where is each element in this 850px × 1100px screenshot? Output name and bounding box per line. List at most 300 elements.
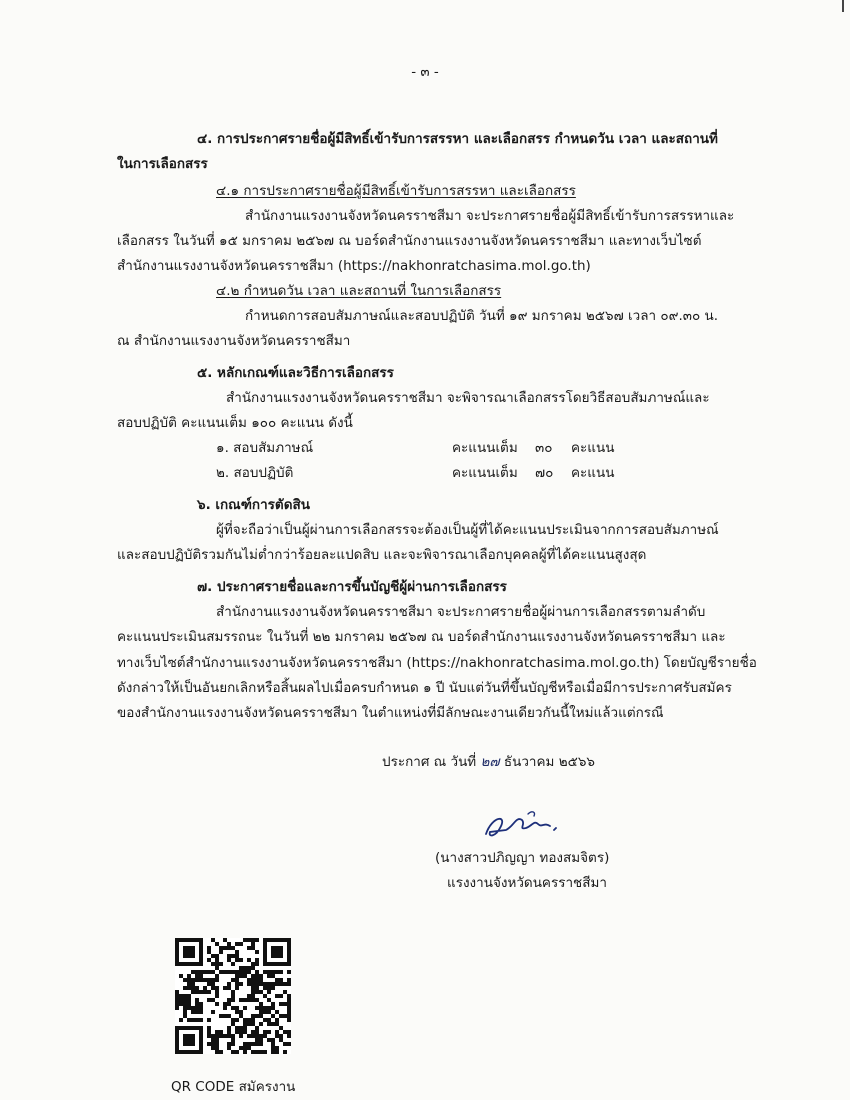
qr-module xyxy=(219,946,223,950)
qr-module xyxy=(231,1042,235,1046)
qr-module xyxy=(211,986,215,990)
qr-module xyxy=(243,970,247,974)
qr-module xyxy=(187,982,191,986)
qr-module xyxy=(263,1030,267,1034)
qr-module xyxy=(187,1034,191,1038)
qr-module xyxy=(251,966,255,970)
qr-module xyxy=(187,1042,191,1046)
qr-module xyxy=(271,954,275,958)
qr-module xyxy=(199,1042,203,1046)
qr-module xyxy=(259,1034,263,1038)
qr-module xyxy=(187,1018,191,1022)
qr-module xyxy=(195,938,199,942)
qr-module xyxy=(215,958,219,962)
qr-module xyxy=(223,1034,227,1038)
qr-module xyxy=(195,974,199,978)
qr-module xyxy=(267,962,271,966)
qr-module xyxy=(211,954,215,958)
qr-module xyxy=(227,970,231,974)
qr-module xyxy=(287,978,291,982)
qr-module xyxy=(275,1050,279,1054)
qr-module xyxy=(255,990,259,994)
qr-module xyxy=(275,994,279,998)
qr-module xyxy=(231,1050,235,1054)
qr-module xyxy=(287,994,291,998)
qr-module xyxy=(199,942,203,946)
qr-module xyxy=(187,974,191,978)
qr-module xyxy=(251,1018,255,1022)
qr-module xyxy=(271,1042,275,1046)
qr-module xyxy=(267,1038,271,1042)
qr-module xyxy=(191,982,195,986)
section-4-2-text: ณ สำนักงานแรงงานจังหวัดนครราชสีมา xyxy=(117,333,351,349)
qr-module xyxy=(187,1038,191,1042)
qr-module xyxy=(183,994,187,998)
score-item-unit: คะแนน xyxy=(571,440,615,456)
qr-module xyxy=(271,1038,275,1042)
qr-module xyxy=(227,1014,231,1018)
qr-module xyxy=(271,946,275,950)
qr-module xyxy=(175,950,179,954)
qr-module xyxy=(267,986,271,990)
qr-module xyxy=(243,966,247,970)
qr-module xyxy=(287,970,291,974)
qr-module xyxy=(199,1010,203,1014)
qr-module xyxy=(267,982,271,986)
qr-module xyxy=(183,1038,187,1042)
page-number: - ๓ - xyxy=(411,64,439,80)
qr-module xyxy=(175,938,179,942)
qr-module xyxy=(215,994,219,998)
qr-module xyxy=(267,938,271,942)
signer-title: แรงงานจังหวัดนครราชสีมา xyxy=(447,875,607,891)
qr-module xyxy=(211,962,215,966)
announce-prefix: ประกาศ ณ วันที่ xyxy=(382,754,477,770)
qr-module xyxy=(279,1026,283,1030)
qr-module xyxy=(279,946,283,950)
qr-module xyxy=(279,970,283,974)
qr-module xyxy=(255,998,259,1002)
qr-module xyxy=(195,986,199,990)
qr-module xyxy=(199,954,203,958)
announce-month-year: ธันวาคม ๒๕๖๖ xyxy=(503,754,595,770)
qr-module xyxy=(199,974,203,978)
qr-module xyxy=(235,1018,239,1022)
qr-module xyxy=(275,954,279,958)
qr-module xyxy=(187,962,191,966)
qr-module xyxy=(247,938,251,942)
qr-module xyxy=(287,938,291,942)
qr-module xyxy=(175,1038,179,1042)
qr-module xyxy=(207,1042,211,1046)
qr-module xyxy=(267,1022,271,1026)
qr-module xyxy=(251,946,255,950)
qr-module xyxy=(235,1006,239,1010)
qr-module xyxy=(175,954,179,958)
qr-module xyxy=(227,946,231,950)
qr-module xyxy=(219,1014,223,1018)
qr-module xyxy=(275,938,279,942)
qr-module xyxy=(215,974,219,978)
qr-module xyxy=(283,990,287,994)
qr-module xyxy=(219,1034,223,1038)
qr-module xyxy=(227,942,231,946)
qr-module xyxy=(195,1050,199,1054)
qr-module xyxy=(231,1022,235,1026)
qr-module xyxy=(191,1038,195,1042)
qr-module xyxy=(239,1014,243,1018)
qr-module xyxy=(263,994,267,998)
qr-module xyxy=(199,1030,203,1034)
qr-module xyxy=(275,1010,279,1014)
qr-module xyxy=(271,950,275,954)
qr-module xyxy=(195,990,199,994)
qr-module xyxy=(187,1002,191,1006)
section-4-1-title: ๔.๑ การประกาศรายชื่อผู้มีสิทธิ์เข้ารับการสรรหา และเลือกสรร xyxy=(216,183,576,199)
qr-module xyxy=(247,946,251,950)
qr-module xyxy=(251,974,255,978)
qr-module xyxy=(255,974,259,978)
qr-module xyxy=(211,1046,215,1050)
qr-module xyxy=(227,1046,231,1050)
qr-module xyxy=(263,1034,267,1038)
section-7-text: คะแนนประเมินสมรรถนะ ในวันที่ ๒๒ มกราคม ๒๕๖๗ ณ บอร์ดสำนักงานแรงงานจังหวัดนครราชสีมา และ xyxy=(117,629,726,645)
qr-module xyxy=(191,954,195,958)
qr-module xyxy=(263,986,267,990)
qr-module xyxy=(247,978,251,982)
qr-module xyxy=(195,962,199,966)
qr-module xyxy=(183,978,187,982)
qr-module xyxy=(199,1034,203,1038)
qr-module xyxy=(179,1018,183,1022)
qr-module xyxy=(271,1046,275,1050)
section-4-1-text: สำนักงานแรงงานจังหวัดนครราชสีมา (https://nakhonratchasima.mol.go.th) xyxy=(117,258,591,274)
qr-module xyxy=(191,1010,195,1014)
score-item-label: ๒. สอบปฏิบัติ xyxy=(216,465,294,481)
qr-module xyxy=(255,978,259,982)
qr-module xyxy=(287,1006,291,1010)
qr-module xyxy=(271,974,275,978)
qr-module xyxy=(263,950,267,954)
score-item-score-label: คะแนนเต็ม xyxy=(452,440,518,456)
qr-module xyxy=(215,1050,219,1054)
qr-module xyxy=(279,954,283,958)
qr-module xyxy=(199,1026,203,1030)
qr-module xyxy=(259,974,263,978)
qr-module xyxy=(187,946,191,950)
section-7-text: ทางเว็บไซต์สำนักงานแรงงานจังหวัดนครราชสีมา (https://nakhonratchasima.mol.go.th) โดยบัญชีรายชื่อ xyxy=(117,655,757,671)
qr-module xyxy=(255,962,259,966)
qr-module xyxy=(255,982,259,986)
section-6-text: และสอบปฏิบัติรวมกันไม่ต่ำกว่าร้อยละแปดสิบ และจะพิจารณาเลือกบุคคลผู้ที่ได้คะแนนสูงสุด xyxy=(117,547,647,563)
qr-module xyxy=(275,1018,279,1022)
qr-module xyxy=(251,986,255,990)
qr-module xyxy=(183,1014,187,1018)
qr-module xyxy=(267,1006,271,1010)
qr-module xyxy=(207,990,211,994)
qr-module xyxy=(235,942,239,946)
qr-module xyxy=(183,1010,187,1014)
qr-module xyxy=(255,1006,259,1010)
qr-module xyxy=(187,1026,191,1030)
qr-module xyxy=(175,958,179,962)
qr-module xyxy=(271,962,275,966)
qr-module xyxy=(175,1002,179,1006)
section-7-heading: ๗. ประกาศรายชื่อและการขึ้นบัญชีผู้ผ่านการเลือกสรร xyxy=(197,579,507,595)
qr-module xyxy=(271,1002,275,1006)
qr-module xyxy=(255,1014,259,1018)
qr-module xyxy=(275,1030,279,1034)
qr-module xyxy=(219,970,223,974)
qr-module xyxy=(267,990,271,994)
qr-module xyxy=(271,1050,275,1054)
qr-module xyxy=(191,1042,195,1046)
qr-module xyxy=(207,1034,211,1038)
qr-module xyxy=(227,1026,231,1030)
qr-module xyxy=(235,986,239,990)
qr-module xyxy=(267,974,271,978)
qr-module xyxy=(239,998,243,1002)
qr-module xyxy=(183,986,187,990)
qr-module xyxy=(279,950,283,954)
qr-module xyxy=(287,1010,291,1014)
qr-module xyxy=(251,1022,255,1026)
qr-module xyxy=(235,950,239,954)
score-item-label: ๑. สอบสัมภาษณ์ xyxy=(216,440,314,456)
qr-module xyxy=(215,978,219,982)
qr-module xyxy=(175,946,179,950)
qr-module xyxy=(235,954,239,958)
qr-module xyxy=(259,990,263,994)
qr-module xyxy=(287,962,291,966)
qr-module xyxy=(183,1002,187,1006)
qr-module xyxy=(235,1010,239,1014)
section-7-text: สำนักงานแรงงานจังหวัดนครราชสีมา จะประกาศรายชื่อผู้ผ่านการเลือกสรรตามลำดับ xyxy=(216,604,706,620)
qr-module xyxy=(231,970,235,974)
signer-name: (นางสาวปภิญญา ทองสมจิตร) xyxy=(435,850,610,866)
qr-module xyxy=(239,1010,243,1014)
qr-module xyxy=(263,962,267,966)
section-4-2-text: กำหนดการสอบสัมภาษณ์และสอบปฏิบัติ วันที่ ๑๙ มกราคม ๒๕๖๗ เวลา ๐๙.๓๐ น. xyxy=(245,308,719,324)
qr-module xyxy=(271,982,275,986)
qr-module xyxy=(243,938,247,942)
qr-module xyxy=(227,1002,231,1006)
qr-module xyxy=(199,946,203,950)
qr-module xyxy=(191,978,195,982)
score-item-unit: คะแนน xyxy=(571,465,615,481)
qr-module xyxy=(255,1050,259,1054)
qr-module xyxy=(175,994,179,998)
qr-module xyxy=(191,946,195,950)
qr-module xyxy=(263,970,267,974)
section-6-heading: ๖. เกณฑ์การตัดสิน xyxy=(197,497,310,513)
qr-module xyxy=(187,986,191,990)
qr-module xyxy=(223,1002,227,1006)
qr-module xyxy=(243,998,247,1002)
qr-module xyxy=(275,1034,279,1038)
qr-module xyxy=(255,938,259,942)
qr-module xyxy=(243,974,247,978)
qr-caption: QR CODE สมัครงาน xyxy=(171,1079,296,1095)
qr-module xyxy=(255,1034,259,1038)
qr-module xyxy=(287,950,291,954)
qr-module xyxy=(227,986,231,990)
qr-module xyxy=(263,954,267,958)
qr-module xyxy=(191,950,195,954)
qr-module xyxy=(259,978,263,982)
qr-module xyxy=(231,954,235,958)
qr-module xyxy=(207,982,211,986)
qr-module xyxy=(183,946,187,950)
qr-module xyxy=(263,942,267,946)
qr-module xyxy=(207,958,211,962)
qr-module xyxy=(175,990,179,994)
qr-module xyxy=(211,1034,215,1038)
qr-module xyxy=(239,966,243,970)
qr-module xyxy=(275,950,279,954)
qr-module xyxy=(179,1002,183,1006)
qr-module xyxy=(199,1018,203,1022)
qr-module xyxy=(283,982,287,986)
qr-module xyxy=(259,1002,263,1006)
qr-module xyxy=(187,954,191,958)
qr-module xyxy=(287,998,291,1002)
qr-module xyxy=(267,998,271,1002)
qr-module xyxy=(279,982,283,986)
qr-module xyxy=(223,1014,227,1018)
qr-module xyxy=(259,1006,263,1010)
qr-module xyxy=(279,1038,283,1042)
qr-module xyxy=(199,1050,203,1054)
qr-module xyxy=(267,1018,271,1022)
qr-module xyxy=(243,1030,247,1034)
qr-module xyxy=(247,1018,251,1022)
qr-module xyxy=(207,1018,211,1022)
section-4-heading-cont: ในการเลือกสรร xyxy=(117,156,208,172)
qr-module xyxy=(183,1042,187,1046)
section-7-text: ของสำนักงานแรงงานจังหวัดนครราชสีมา ในตำแหน่งที่มีลักษณะงานเดียวกันนี้ใหม่แล้วแต่กรณี xyxy=(117,705,664,721)
qr-module xyxy=(255,1042,259,1046)
qr-module xyxy=(235,970,239,974)
qr-module xyxy=(227,954,231,958)
qr-module xyxy=(183,950,187,954)
qr-module xyxy=(239,970,243,974)
qr-module xyxy=(183,1006,187,1010)
qr-module xyxy=(207,970,211,974)
qr-module xyxy=(251,982,255,986)
qr-module xyxy=(263,1010,267,1014)
qr-module xyxy=(235,958,239,962)
qr-module xyxy=(191,962,195,966)
qr-module xyxy=(251,962,255,966)
qr-module xyxy=(195,1002,199,1006)
qr-module xyxy=(175,1034,179,1038)
qr-module xyxy=(211,938,215,942)
qr-module xyxy=(255,950,259,954)
qr-module xyxy=(195,998,199,1002)
qr-module xyxy=(251,990,255,994)
qr-module xyxy=(239,974,243,978)
qr-module xyxy=(211,1042,215,1046)
qr-module xyxy=(235,1050,239,1054)
qr-module xyxy=(191,1026,195,1030)
qr-module xyxy=(187,938,191,942)
qr-module xyxy=(283,962,287,966)
qr-module xyxy=(255,970,259,974)
qr-module xyxy=(199,1046,203,1050)
qr-module xyxy=(183,938,187,942)
qr-module xyxy=(259,1050,263,1054)
qr-module xyxy=(279,1002,283,1006)
qr-module xyxy=(199,1002,203,1006)
qr-module xyxy=(215,1046,219,1050)
qr-module xyxy=(191,1050,195,1054)
qr-module xyxy=(219,1050,223,1054)
score-item-value: ๗๐ xyxy=(535,465,554,481)
qr-module xyxy=(275,978,279,982)
qr-module xyxy=(223,1006,227,1010)
qr-module xyxy=(283,938,287,942)
qr-module xyxy=(271,986,275,990)
qr-module xyxy=(211,982,215,986)
qr-module xyxy=(219,950,223,954)
qr-module xyxy=(279,978,283,982)
qr-module xyxy=(175,998,179,1002)
qr-module xyxy=(247,1042,251,1046)
qr-module xyxy=(207,950,211,954)
qr-module xyxy=(279,962,283,966)
qr-module xyxy=(255,958,259,962)
qr-module xyxy=(239,958,243,962)
qr-module xyxy=(275,946,279,950)
qr-module xyxy=(187,950,191,954)
qr-module xyxy=(275,970,279,974)
handwritten-signature xyxy=(478,806,568,840)
qr-module xyxy=(283,1050,287,1054)
qr-module xyxy=(263,1050,267,1054)
qr-module xyxy=(207,946,211,950)
qr-module xyxy=(283,1042,287,1046)
qr-module xyxy=(247,1022,251,1026)
qr-module xyxy=(271,1006,275,1010)
qr-module xyxy=(243,1042,247,1046)
qr-module xyxy=(271,938,275,942)
qr-module xyxy=(207,1030,211,1034)
qr-code[interactable] xyxy=(175,938,291,1054)
qr-module xyxy=(247,966,251,970)
qr-module xyxy=(263,1006,267,1010)
qr-module xyxy=(187,978,191,982)
qr-module xyxy=(175,1026,179,1030)
qr-module xyxy=(179,1050,183,1054)
section-4-heading: ๔. การประกาศรายชื่อผู้มีสิทธิ์เข้ารับการสรรหา และเลือกสรร กำหนดวัน เวลา และสถานที่ xyxy=(197,131,718,147)
qr-module xyxy=(227,1042,231,1046)
qr-module xyxy=(283,1030,287,1034)
section-7-text: ดังกล่าวให้เป็นอันยกเลิกหรือสิ้นผลไปเมื่อครบกำหนด ๑ ปี นับแต่วันที่ขึ้นบัญชีหรือเมื่อมีการประกาศรับสมัคร xyxy=(117,680,732,696)
qr-module xyxy=(223,970,227,974)
qr-module xyxy=(183,998,187,1002)
qr-module xyxy=(199,950,203,954)
qr-module xyxy=(215,986,219,990)
qr-module xyxy=(215,1042,219,1046)
qr-module xyxy=(203,986,207,990)
qr-module xyxy=(251,942,255,946)
qr-module xyxy=(199,958,203,962)
qr-module xyxy=(243,1022,247,1026)
qr-module xyxy=(287,1002,291,1006)
qr-module xyxy=(243,1050,247,1054)
section-6-text: ผู้ที่จะถือว่าเป็นผู้ผ่านการเลือกสรรจะต้องเป็นผู้ที่ได้คะแนนประเมินจากการสอบสัมภาษณ์ xyxy=(216,522,719,538)
